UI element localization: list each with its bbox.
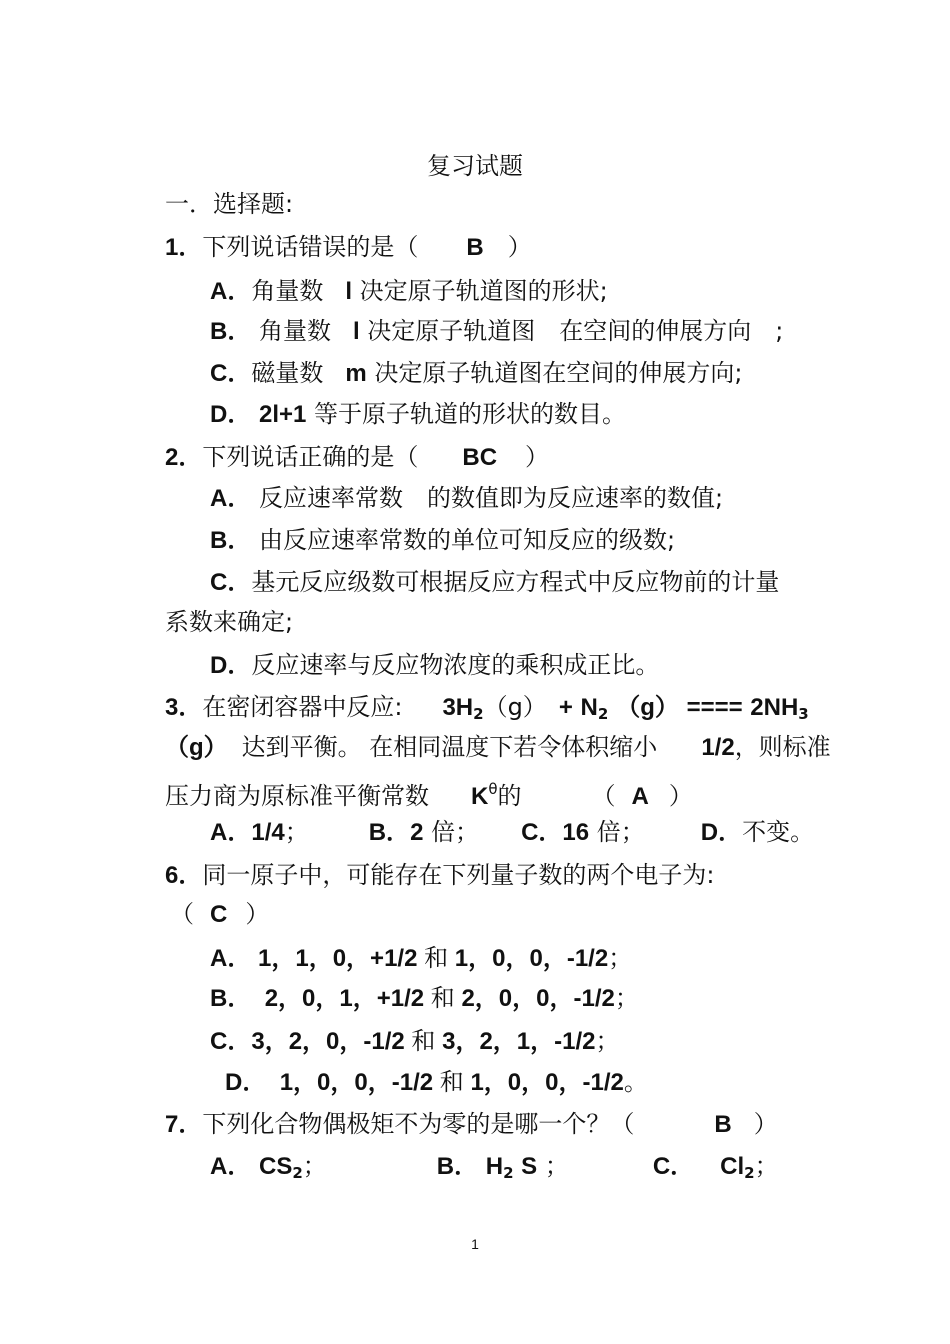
option-text: ； (544, 1152, 569, 1180)
paren-close: ） (245, 900, 270, 928)
section-heading: 一．选择题: (165, 190, 294, 218)
subscript: 2 (473, 705, 484, 723)
formula: CS (258, 1153, 293, 1180)
equilibrium-constant: K (471, 783, 489, 810)
quantum-set: 3，2，1，-1/2 (442, 1028, 596, 1055)
option-label: A． (210, 485, 252, 512)
question-number: 7． (165, 1111, 203, 1138)
question-stem: 在密闭容器中反应: (202, 693, 403, 721)
option-label: B． (436, 1153, 479, 1180)
option-label: C． (652, 1153, 695, 1180)
option-c (210, 1028, 620, 1056)
option-a (210, 945, 632, 973)
option-value: 2 (410, 819, 424, 846)
option-text: 反应速率与反应物浓度的乘积成正比。 (251, 651, 660, 679)
superscript: θ (488, 780, 498, 798)
option-label: B． (210, 527, 252, 554)
answer-key: B (466, 234, 484, 261)
answer-key: C (210, 901, 228, 928)
formula: N (580, 694, 598, 721)
option-b (210, 526, 675, 555)
subscript: 2 (503, 1164, 514, 1182)
question-number: 6． (165, 862, 203, 889)
option-label: A． (210, 819, 252, 846)
options-row (210, 1152, 779, 1187)
question-3-line-2 (165, 733, 831, 762)
option-text: 由反应速率常数的单位可知反应的级数; (258, 526, 676, 554)
subscript: 3 (798, 705, 809, 723)
question-7 (165, 1110, 778, 1139)
paren-close: ） (525, 443, 550, 471)
question-stem: 达到平衡。 在相同温度下若令体积缩小 (241, 733, 658, 761)
option-label: C． (210, 569, 252, 596)
paren-close: ） (753, 1110, 778, 1138)
option-a (210, 277, 608, 306)
question-stem: 压力商为原标准平衡常数 (165, 782, 429, 810)
option-text: 不变。 (742, 818, 815, 846)
document-title: 复习试题 (427, 152, 523, 180)
formula: H (485, 1153, 504, 1180)
paren-open: （ (170, 900, 194, 928)
option-label: C． (210, 1028, 252, 1055)
option-d (210, 651, 659, 680)
question-6 (165, 861, 714, 890)
question-stem: ，则标准 (734, 733, 831, 761)
quantum-symbol: l (345, 278, 353, 305)
question-stem: 同一原子中，可能存在下列量子数的两个电子为: (202, 861, 715, 889)
option-label: D． (210, 401, 252, 428)
question-3 (165, 693, 809, 728)
question-number: 3． (165, 694, 203, 721)
question-2 (165, 443, 549, 472)
quantum-symbol: l (352, 318, 360, 345)
option-d (210, 400, 626, 429)
option-text: 基元反应级数可根据反应方程式中反应物前的计量 (251, 568, 780, 596)
option-label: D． (700, 819, 743, 846)
quantum-set: 1，0，0，-1/2 (454, 945, 609, 972)
equilibrium-sign: ==== (686, 694, 743, 721)
subscript: 2 (292, 1164, 303, 1182)
quantum-set: 1，1，0，+1/2 (258, 945, 418, 972)
option-text: 磁量数 (251, 359, 324, 387)
option-text: ； (614, 985, 639, 1012)
option-a (210, 484, 723, 513)
option-text: 决定原子轨道图在空间的伸展方向; (374, 359, 743, 387)
options-row (210, 818, 814, 847)
answer-line (170, 900, 269, 929)
quantum-set: 2，0，0，-1/2 (461, 985, 615, 1012)
paren-close: ） (668, 782, 693, 810)
formula: Cl (720, 1153, 745, 1180)
question-stem: 下列化合物偶极矩不为零的是哪一个？（ (202, 1110, 635, 1138)
quantum-set: 2，0，1，+1/2 (264, 985, 425, 1012)
formula: 2l+1 (258, 401, 307, 428)
option-d (225, 1069, 648, 1097)
subscript: 2 (597, 705, 609, 723)
option-text: 决定原子轨道图的形状; (359, 277, 608, 305)
option-label: B． (210, 985, 252, 1012)
question-3-line-3 (165, 775, 693, 811)
option-label: B． (368, 819, 411, 846)
option-text: 决定原子轨道图 在空间的伸展方向 ; (367, 317, 784, 345)
option-text: 。 (623, 1069, 648, 1096)
option-label: A． (210, 945, 252, 972)
option-text: 角量数 (258, 317, 331, 345)
option-text: 和 (439, 1069, 464, 1096)
option-value: 16 (562, 819, 590, 846)
option-label: D． (210, 652, 252, 679)
plus-sign: + (558, 694, 573, 721)
option-text: 和 (424, 945, 449, 972)
formula: 2NH (750, 694, 799, 721)
state: （g） (483, 693, 547, 721)
option-c-continued: 系数来确定; (165, 608, 294, 636)
option-text: 角量数 (251, 277, 324, 305)
answer-key: B (714, 1111, 732, 1138)
option-text: 倍； (431, 818, 480, 846)
quantum-set: 3，2，0，-1/2 (251, 1028, 405, 1055)
answer-key: A (631, 783, 649, 810)
option-b (210, 317, 783, 346)
formula: 3H (442, 694, 474, 721)
option-text: ； (302, 1152, 327, 1180)
fraction: 1/2 (701, 734, 735, 761)
option-b (210, 985, 639, 1013)
paren-close: ） (507, 233, 532, 261)
option-label: A． (210, 1153, 252, 1180)
option-text: 倍； (596, 818, 645, 846)
option-label: C． (210, 360, 252, 387)
option-text: ； (608, 945, 633, 972)
question-1 (165, 233, 532, 262)
option-c (210, 359, 742, 388)
option-text: 等于原子轨道的形状的数目。 (314, 400, 627, 428)
question-number: 1． (165, 234, 203, 261)
option-text: 反应速率常数 的数值即为反应速率的数值; (258, 484, 724, 512)
option-text: ； (754, 1152, 779, 1180)
option-label: A． (210, 278, 252, 305)
subscript: 2 (744, 1164, 755, 1182)
state: （g） (616, 694, 679, 721)
answer-key: BC (462, 444, 498, 471)
option-c (210, 568, 779, 597)
question-stem: 的 (497, 782, 522, 810)
option-label: C． (521, 819, 563, 846)
option-value: 1/4 (251, 819, 285, 846)
option-text: ； (595, 1028, 620, 1055)
quantum-set: 1，0，0，-1/2 (470, 1069, 624, 1096)
quantum-set: 1，0，0，-1/2 (279, 1069, 434, 1096)
option-label: D． (225, 1069, 267, 1096)
formula: S (521, 1153, 538, 1180)
state: （g） (165, 734, 228, 761)
question-stem: 下列说话错误的是（ (202, 233, 419, 261)
question-number: 2． (165, 444, 203, 471)
page-number: 1 (471, 1236, 479, 1252)
quantum-symbol: m (345, 360, 367, 387)
option-text: ； (284, 818, 309, 846)
paren-open: （ (591, 782, 616, 810)
question-stem: 下列说话正确的是（ (202, 443, 419, 471)
option-text: 和 (411, 1028, 436, 1055)
option-label: B． (210, 318, 252, 345)
option-text: 和 (430, 985, 455, 1012)
